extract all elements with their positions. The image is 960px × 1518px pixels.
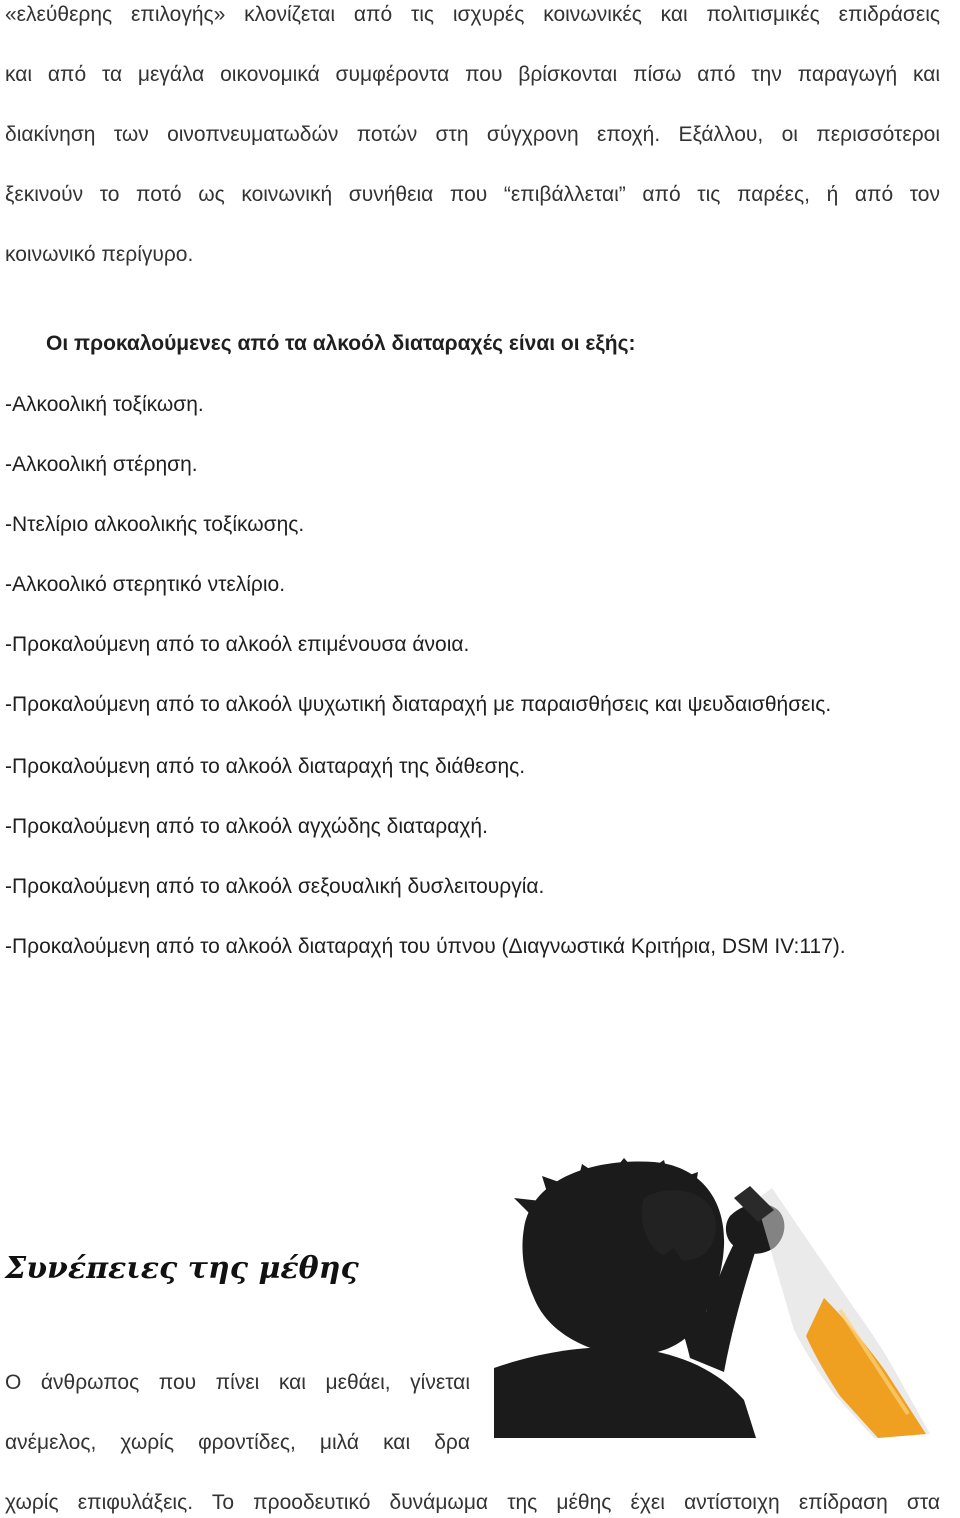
list-item: -Προκαλούμενη από το αλκοόλ επιμένουσα άνοια.	[5, 633, 470, 656]
paragraph-line: ανέμελος, χωρίς φροντίδες, μιλά και δρα	[5, 1431, 470, 1454]
paragraph-line: και από τα μεγάλα οικονομικά συμφέροντα που βρίσκονται πίσω από την παραγωγή και	[5, 63, 940, 86]
list-item: -Προκαλούμενη από το αλκοόλ ψυχωτική διαταραχή με παραισθήσεις και ψευδαισθήσεις.	[5, 693, 832, 716]
paragraph-line: ξεκινούν το ποτό ως κοινωνική συνήθεια που “επιβάλλεται” από τις παρέες, ή από τον	[5, 183, 940, 206]
paragraph-line: «ελεύθερης επιλογής» κλονίζεται από τις ισχυρές κοινωνικές και πολιτισμικές επιδράσεις	[5, 3, 940, 26]
paragraph-line: διακίνηση των οινοπνευματωδών ποτών στη σύγχρονη εποχή. Εξάλλου, οι περισσότεροι	[5, 123, 940, 146]
paragraph-line: Ο άνθρωπος που πίνει και μεθάει, γίνεται	[5, 1371, 470, 1394]
silhouette-illustration	[494, 1158, 960, 1438]
list-item: -Αλκοολική τοξίκωση.	[5, 393, 204, 416]
list-item: -Προκαλούμενη από το αλκοόλ διαταραχή του ύπνου (Διαγνωστικά Κριτήρια, DSM IV:117).	[5, 935, 846, 958]
list-item: -Ντελίριο αλκοολικής τοξίκωσης.	[5, 513, 305, 536]
paragraph-line: χωρίς επιφυλάξεις. Το προοδευτικό δυνάμωμα της μέθης έχει αντίστοιχη επίδραση στα	[5, 1491, 940, 1514]
section-title: Συνέπειες της μέθης	[5, 1251, 359, 1286]
list-item: -Αλκοολική στέρηση.	[5, 453, 198, 476]
list-item: -Αλκοολικό στερητικό ντελίριο.	[5, 573, 286, 596]
list-item: -Προκαλούμενη από το αλκοόλ διαταραχή της διάθεσης.	[5, 755, 526, 778]
list-item: -Προκαλούμενη από το αλκοόλ αγχώδης διαταραχή.	[5, 815, 488, 838]
disorders-heading: Οι προκαλούμενες από τα αλκοόλ διαταραχές είναι οι εξής:	[46, 332, 636, 355]
drinking-man-photo	[494, 1158, 960, 1438]
paragraph-line: κοινωνικό περίγυρο.	[5, 243, 194, 266]
list-item: -Προκαλούμενη από το αλκοόλ σεξουαλική δυσλειτουργία.	[5, 875, 545, 898]
